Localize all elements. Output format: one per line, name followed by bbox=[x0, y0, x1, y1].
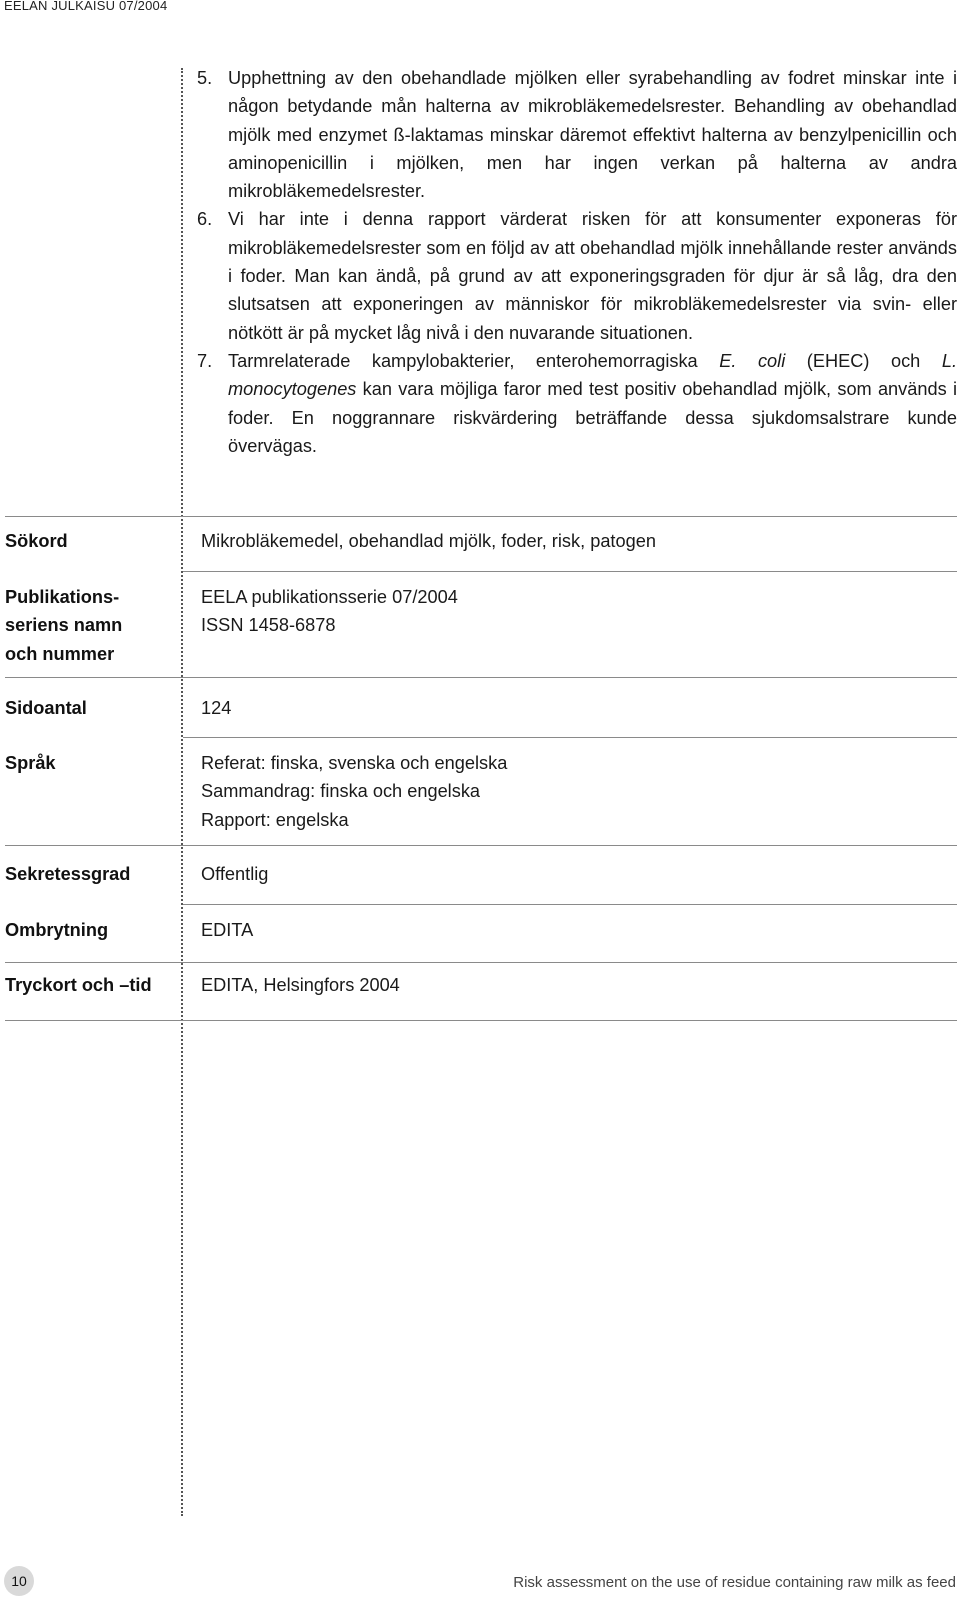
meta-value: 124 bbox=[201, 698, 232, 718]
list-number: 6. bbox=[197, 209, 213, 230]
meta-label: Språk bbox=[5, 753, 56, 773]
meta-label: Tryckort och –tid bbox=[5, 975, 152, 995]
margin-dotted-rule bbox=[181, 68, 183, 1516]
meta-value: EDITA bbox=[201, 920, 254, 940]
meta-label: Sökord bbox=[5, 531, 68, 551]
running-footer: Risk assessment on the use of residue containing raw milk as feed bbox=[513, 1574, 956, 1591]
divider bbox=[183, 737, 957, 738]
meta-value: Mikrobläkemedel, obehandlad mjölk, foder, risk, patogen bbox=[201, 531, 656, 551]
list-item bbox=[197, 205, 957, 346]
divider bbox=[5, 845, 957, 846]
divider bbox=[5, 1020, 957, 1021]
divider bbox=[5, 962, 957, 963]
list-item bbox=[197, 347, 957, 460]
meta-label: Sidoantal bbox=[5, 698, 87, 718]
meta-label: Sekretessgrad bbox=[5, 864, 131, 884]
list-number: 7. bbox=[197, 350, 213, 371]
meta-value: EDITA, Helsingfors 2004 bbox=[201, 975, 400, 995]
list-text: Upphettning av den obehandlade mjölken eller syrabehandling av fodret minskar inte i någon betydande mån halterna av mikrobläkemedelsrester. Behandling av obehandlad mjölk med enzymet ß-laktamas minskar däremot effektivt halterna av benzylpenicillin och aminopenicillin i mjölken, men har ingen verkan på halterna av andra mikrobläkemedelsrester. bbox=[228, 68, 957, 202]
findings-list bbox=[197, 64, 957, 460]
meta-label: Publikations- seriens namn och nummer bbox=[5, 587, 123, 664]
meta-value: Offentlig bbox=[201, 864, 269, 884]
list-number: 5. bbox=[197, 68, 213, 88]
meta-value: Referat: finska, svenska och engelska Sammandrag: finska och engelska Rapport: engelska bbox=[201, 753, 508, 830]
divider bbox=[183, 904, 957, 905]
meta-label: Ombrytning bbox=[5, 920, 109, 940]
page-number-badge: 10 bbox=[4, 1566, 34, 1596]
list-item bbox=[197, 64, 957, 205]
list-text: Vi har inte i denna rapport värderat risken för att konsumenter exponeras för mikrobläkemedelsrester som en följd av att obehandlad mjölk innehållande rester används i foder. Man kan ändå, på grund av att exponeringsgraden för djur är så låg, dra den slutsatsen att exponeringen av människor för mikrobläkemedelsrester via svin- eller nötkött är på mycket låg nivå i den nuvarande situationen. bbox=[228, 209, 957, 343]
list-text: Tarmrelaterade kampylobakterier, enterohemorragiska E. coli (EHEC) och L. monocytogenes kan vara möjliga faror med test positiv obehandlad mjölk, som används i foder. En noggrannare riskvärdering beträffande dessa sjukdomsalstrare kunde övervägas. bbox=[228, 350, 957, 456]
divider bbox=[5, 677, 957, 678]
divider bbox=[5, 516, 957, 517]
publication-header: EELAN JULKAISU 07/2004 bbox=[4, 0, 168, 13]
meta-value: EELA publikationsserie 07/2004 ISSN 1458-6878 bbox=[201, 587, 458, 636]
divider bbox=[183, 571, 957, 572]
